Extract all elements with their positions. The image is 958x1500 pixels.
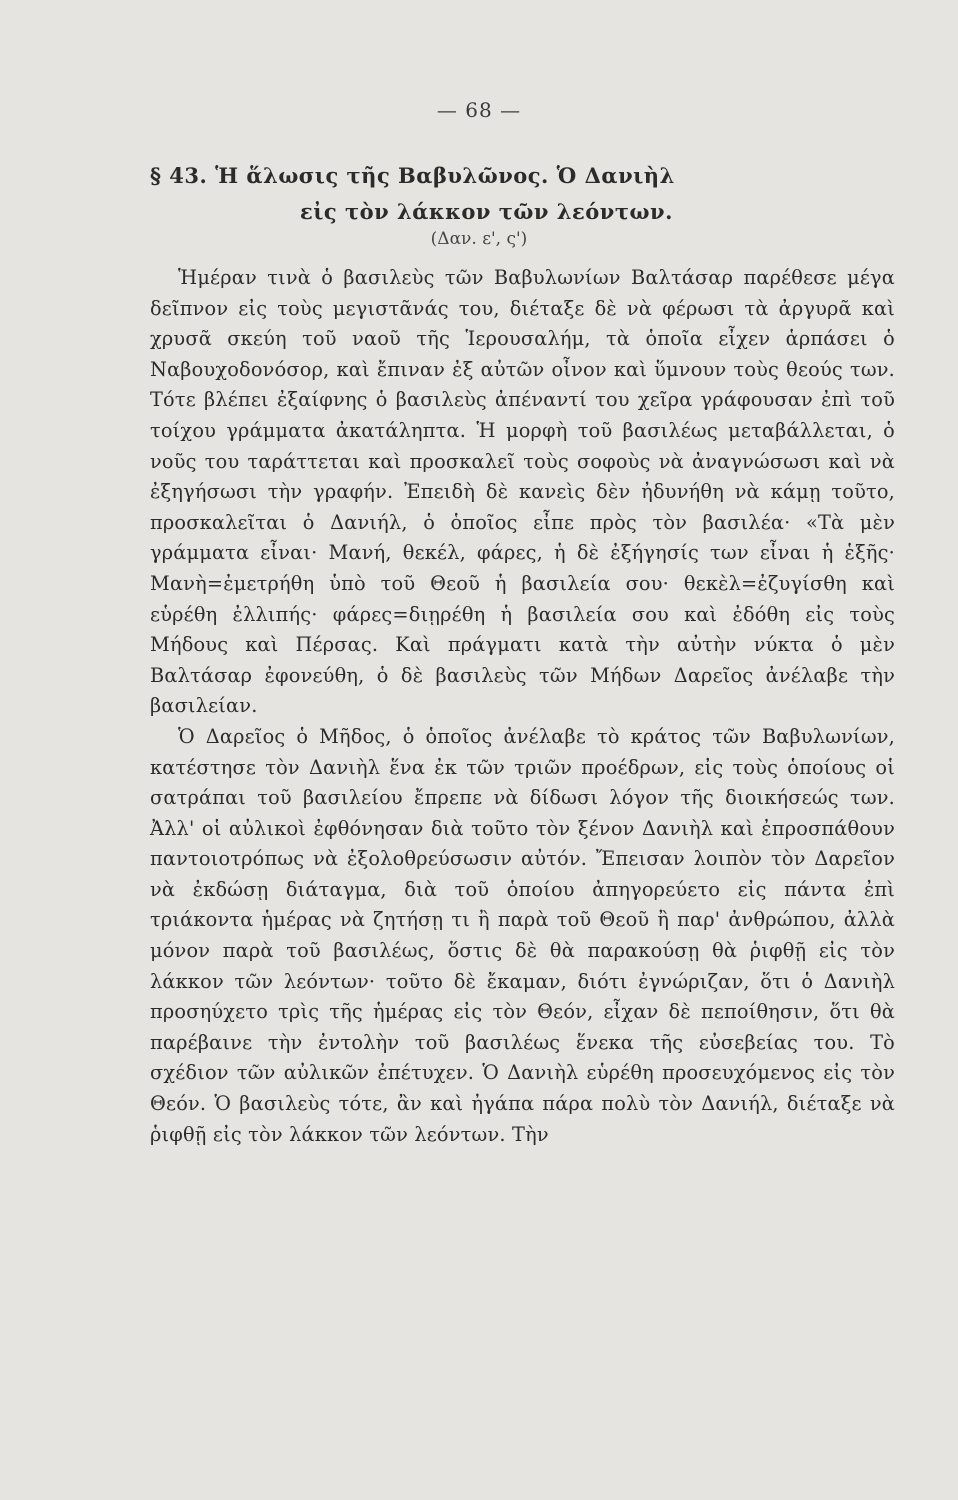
section-heading [150,158,890,230]
section-heading-line-1: § 43. Ἡ ἅλωσις τῆς Βαβυλῶνος. Ὁ Δανιὴλ [150,163,675,188]
paragraph: Ὁ Δαρεῖος ὁ Μῆδος, ὁ ὁποῖος ἀνέλαβε τὸ κράτος τῶν Βαβυλωνίων, κατέστησε τὸν Δανιὴλ ἕνα ἐκ τῶν τριῶν προέδρων, εἰς τοὺς ὁποίους οἱ σατράπαι τοῦ βασιλείου ἔπρεπε νὰ δίδωσι λόγον τῆς διοικήσεώς των. Ἀλλ' οἱ αὐλικοὶ ἐφθόνησαν διὰ τοῦτο τὸν ξένον Δανιὴλ καὶ ἐπροσπάθουν παντοιοτρόπως νὰ ἐξολοθρεύσωσιν αὐτόν. Ἔπεισαν λοιπὸν τὸν Δαρεῖον νὰ ἐκδώσῃ διάταγμα, διὰ τοῦ ὁποίου ἀπηγορεύετο εἰς πάντα ἐπὶ τριάκοντα ἡμέρας νὰ ζητήσῃ τι ἢ παρὰ τοῦ Θεοῦ ἢ παρ' ἀνθρώπου, ἀλλὰ μόνον παρὰ τοῦ βασιλέως, ὅστις δὲ θὰ παρακούσῃ θὰ ῥιφθῇ εἰς τὸν λάκκον τῶν λεόντων· τοῦτο δὲ ἔκαμαν, διότι ἐγνώριζαν, ὅτι ὁ Δανιὴλ προσηύχετο τρὶς τῆς ἡμέρας εἰς τὸν Θεόν, εἶχαν δὲ πεποίθησιν, ὅτι θὰ παρέβαινε τὴν ἐντολὴν τοῦ βασιλέως ἕνεκα τῆς εὐσεβείας του. Τὸ σχέδιον τῶν αὐλικῶν ἐπέτυχεν. Ὁ Δανιὴλ εὑρέθη προσευχόμενος εἰς τὸν Θεόν. Ὁ βασιλεὺς τότε, ἂν καὶ ἠγάπα πάρα πολὺ τὸν Δανιήλ, διέταξε νὰ ῥιφθῇ εἰς τὸν λάκκον τῶν λεόντων. Τὴν [150,724,895,1146]
section-heading-line-2: εἰς τὸν λάκκον τῶν λεόντων. [300,199,673,224]
page-number: — 68 — [436,98,522,122]
paragraph: Ἡμέραν τινὰ ὁ βασιλεὺς τῶν Βαβυλωνίων Βαλτάσαρ παρέθεσε μέγα δεῖπνον εἰς τοὺς μεγιστᾶνάς του, διέταξε δὲ νὰ φέρωσι τὰ ἀργυρᾶ καὶ χρυσᾶ σκεύη τοῦ ναοῦ τῆς Ἱερουσαλήμ, τὰ ὁποῖα εἶχεν ἁρπάσει ὁ Ναβουχοδονόσορ, καὶ ἔπιναν ἐξ αὐτῶν οἶνον καὶ ὕμνουν τοὺς θεούς των. Τότε βλέπει ἐξαίφνης ὁ βασιλεὺς ἀπέναντί του χεῖρα γράφουσαν ἐπὶ τοῦ τοίχου γράμματα ἀκατάληπτα. Ἡ μορφὴ τοῦ βασιλέως μεταβάλλεται, ὁ νοῦς του ταράττεται καὶ προσκαλεῖ τοὺς σοφοὺς νὰ ἀναγνώσωσι καὶ νὰ ἐξηγήσωσι τὴν γραφήν. Ἐπειδὴ δὲ κανεὶς δὲν ἠδυνήθη νὰ κάμῃ τοῦτο, προσκαλεῖται ὁ Δανιήλ, ὁ ὁποῖος εἶπε πρὸς τὸν βασιλέα· «Τὰ μὲν γράμματα εἶναι· Μανή, θεκέλ, φάρες, ἡ δὲ ἐξήγησίς των εἶναι ἡ ἑξῆς· Μανὴ=ἐμετρήθη ὑπὸ τοῦ Θεοῦ ἡ βασιλεία σου· θεκὲλ=ἐζυγίσθη καὶ εὑρέθη ἐλλιπής· φάρες=διῃρέθη ἡ βασιλεία σου καὶ ἐδόθη εἰς τοὺς Μήδους καὶ Πέρσας. Καὶ πράγματι κατὰ τὴν αὐτὴν νύκτα ὁ μὲν Βαλτάσαρ ἐφονεύθη, ὁ δὲ βασιλεὺς τῶν Μήδων Δαρεῖος ἀνέλαβε τὴν βασιλείαν. [150,266,895,718]
scripture-reference: (Δαν. ε', ς') [430,229,528,249]
body-text [150,263,895,1150]
